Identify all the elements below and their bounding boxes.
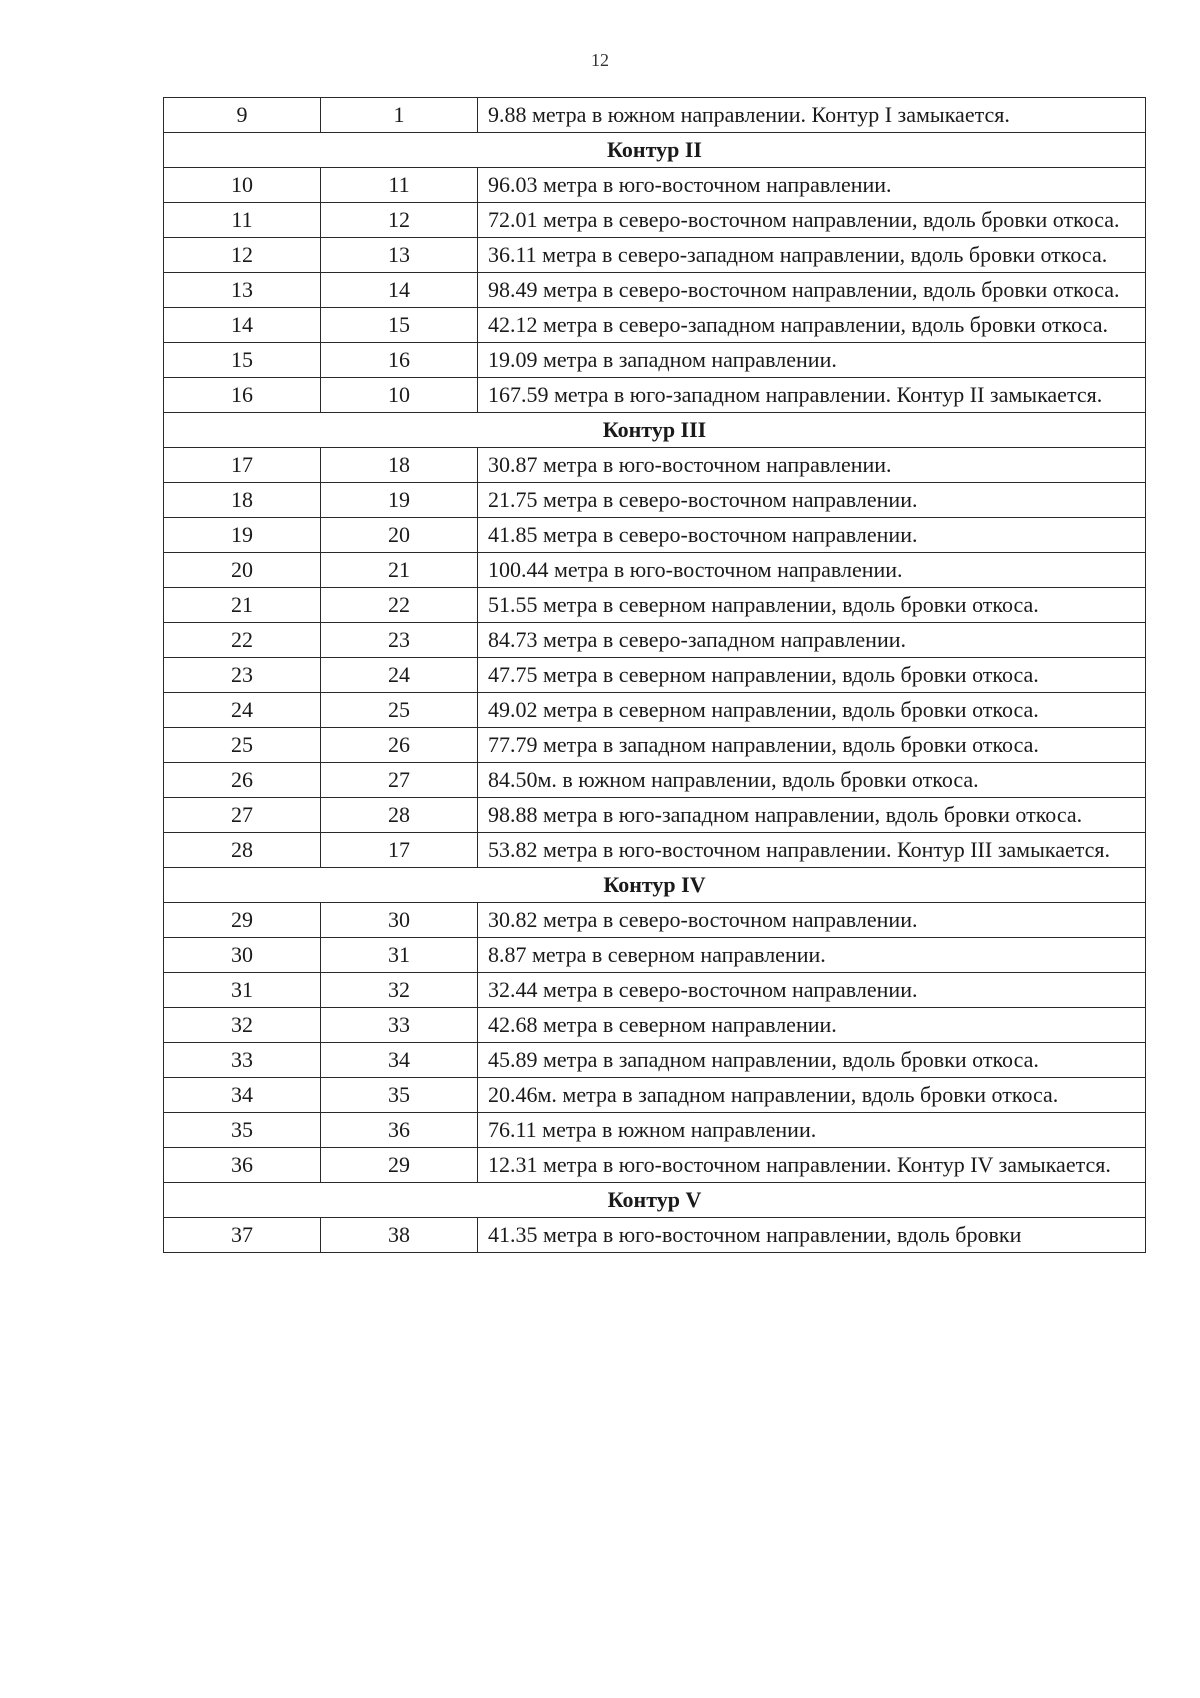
table-row bbox=[164, 1078, 1146, 1113]
point-from: 16 bbox=[164, 378, 321, 413]
table-row bbox=[164, 1218, 1146, 1253]
point-to: 30 bbox=[321, 903, 478, 938]
segment-description: 45.89 метра в западном направлении, вдоль бровки откоса. bbox=[478, 1043, 1146, 1078]
point-to: 11 bbox=[321, 168, 478, 203]
point-to: 23 bbox=[321, 623, 478, 658]
section-title: Контур III bbox=[164, 413, 1146, 448]
segment-description: 100.44 метра в юго-восточном направлении. bbox=[478, 553, 1146, 588]
table-row bbox=[164, 378, 1146, 413]
table-row bbox=[164, 623, 1146, 658]
segment-description: 51.55 метра в северном направлении, вдоль бровки откоса. bbox=[478, 588, 1146, 623]
segment-description: 98.88 метра в юго-западном направлении, вдоль бровки откоса. bbox=[478, 798, 1146, 833]
point-to: 1 bbox=[321, 98, 478, 133]
table-row bbox=[164, 588, 1146, 623]
table-row bbox=[164, 448, 1146, 483]
page-number: 12 bbox=[591, 50, 609, 70]
table-row bbox=[164, 98, 1146, 133]
segment-description: 98.49 метра в северо-восточном направлении, вдоль бровки откоса. bbox=[478, 273, 1146, 308]
point-from: 30 bbox=[164, 938, 321, 973]
section-header-row bbox=[164, 133, 1146, 168]
point-to: 33 bbox=[321, 1008, 478, 1043]
segment-description: 21.75 метра в северо-восточном направлении. bbox=[478, 483, 1146, 518]
point-to: 17 bbox=[321, 833, 478, 868]
segment-description: 167.59 метра в юго-западном направлении. Контур II замыкается. bbox=[478, 378, 1146, 413]
segment-description: 47.75 метра в северном направлении, вдоль бровки откоса. bbox=[478, 658, 1146, 693]
point-to: 21 bbox=[321, 553, 478, 588]
segment-description: 76.11 метра в южном направлении. bbox=[478, 1113, 1146, 1148]
table-row bbox=[164, 1148, 1146, 1183]
point-to: 22 bbox=[321, 588, 478, 623]
point-to: 12 bbox=[321, 203, 478, 238]
table-row bbox=[164, 658, 1146, 693]
point-from: 27 bbox=[164, 798, 321, 833]
point-to: 36 bbox=[321, 1113, 478, 1148]
table-row bbox=[164, 1008, 1146, 1043]
table-row bbox=[164, 973, 1146, 1008]
segment-description: 41.85 метра в северо-восточном направлении. bbox=[478, 518, 1146, 553]
table-row bbox=[164, 903, 1146, 938]
point-from: 32 bbox=[164, 1008, 321, 1043]
segment-description: 96.03 метра в юго-восточном направлении. bbox=[478, 168, 1146, 203]
point-from: 15 bbox=[164, 343, 321, 378]
section-title: Контур II bbox=[164, 133, 1146, 168]
point-to: 18 bbox=[321, 448, 478, 483]
point-from: 29 bbox=[164, 903, 321, 938]
segment-description: 49.02 метра в северном направлении, вдоль бровки откоса. bbox=[478, 693, 1146, 728]
table-row bbox=[164, 308, 1146, 343]
segment-description: 72.01 метра в северо-восточном направлении, вдоль бровки откоса. bbox=[478, 203, 1146, 238]
point-to: 15 bbox=[321, 308, 478, 343]
table-row bbox=[164, 1043, 1146, 1078]
segment-description: 32.44 метра в северо-восточном направлении. bbox=[478, 973, 1146, 1008]
point-to: 16 bbox=[321, 343, 478, 378]
point-from: 17 bbox=[164, 448, 321, 483]
table-row bbox=[164, 518, 1146, 553]
point-from: 36 bbox=[164, 1148, 321, 1183]
segment-description: 20.46м. метра в западном направлении, вдоль бровки откоса. bbox=[478, 1078, 1146, 1113]
point-to: 27 bbox=[321, 763, 478, 798]
point-from: 28 bbox=[164, 833, 321, 868]
point-to: 29 bbox=[321, 1148, 478, 1183]
point-from: 35 bbox=[164, 1113, 321, 1148]
table-body bbox=[164, 98, 1146, 1253]
point-from: 20 bbox=[164, 553, 321, 588]
segment-description: 12.31 метра в юго-восточном направлении. Контур IV замыкается. bbox=[478, 1148, 1146, 1183]
point-to: 14 bbox=[321, 273, 478, 308]
segment-description: 84.73 метра в северо-западном направлении. bbox=[478, 623, 1146, 658]
point-from: 37 bbox=[164, 1218, 321, 1253]
point-to: 26 bbox=[321, 728, 478, 763]
segment-description: 41.35 метра в юго-восточном направлении, вдоль бровки bbox=[478, 1218, 1146, 1253]
section-title: Контур V bbox=[164, 1183, 1146, 1218]
point-from: 25 bbox=[164, 728, 321, 763]
segment-description: 84.50м. в южном направлении, вдоль бровки откоса. bbox=[478, 763, 1146, 798]
table-row bbox=[164, 273, 1146, 308]
point-to: 19 bbox=[321, 483, 478, 518]
point-from: 21 bbox=[164, 588, 321, 623]
point-to: 31 bbox=[321, 938, 478, 973]
point-to: 28 bbox=[321, 798, 478, 833]
segment-description: 9.88 метра в южном направлении. Контур I замыкается. bbox=[478, 98, 1146, 133]
point-from: 11 bbox=[164, 203, 321, 238]
point-from: 23 bbox=[164, 658, 321, 693]
table-row bbox=[164, 203, 1146, 238]
table-row bbox=[164, 168, 1146, 203]
point-to: 10 bbox=[321, 378, 478, 413]
point-to: 34 bbox=[321, 1043, 478, 1078]
table-row bbox=[164, 798, 1146, 833]
point-to: 20 bbox=[321, 518, 478, 553]
boundary-description-table bbox=[163, 97, 1146, 1253]
point-to: 38 bbox=[321, 1218, 478, 1253]
table-row bbox=[164, 728, 1146, 763]
section-header-row bbox=[164, 413, 1146, 448]
point-to: 24 bbox=[321, 658, 478, 693]
table-row bbox=[164, 1113, 1146, 1148]
point-from: 19 bbox=[164, 518, 321, 553]
segment-description: 36.11 метра в северо-западном направлении, вдоль бровки откоса. bbox=[478, 238, 1146, 273]
point-from: 13 bbox=[164, 273, 321, 308]
segment-description: 53.82 метра в юго-восточном направлении. Контур III замыкается. bbox=[478, 833, 1146, 868]
segment-description: 42.12 метра в северо-западном направлении, вдоль бровки откоса. bbox=[478, 308, 1146, 343]
table-row bbox=[164, 938, 1146, 973]
point-from: 12 bbox=[164, 238, 321, 273]
point-from: 14 bbox=[164, 308, 321, 343]
segment-description: 8.87 метра в северном направлении. bbox=[478, 938, 1146, 973]
point-from: 18 bbox=[164, 483, 321, 518]
segment-description: 77.79 метра в западном направлении, вдоль бровки откоса. bbox=[478, 728, 1146, 763]
segment-description: 42.68 метра в северном направлении. bbox=[478, 1008, 1146, 1043]
section-title: Контур IV bbox=[164, 868, 1146, 903]
table-row bbox=[164, 343, 1146, 378]
point-to: 35 bbox=[321, 1078, 478, 1113]
point-from: 10 bbox=[164, 168, 321, 203]
table-row bbox=[164, 693, 1146, 728]
table-row bbox=[164, 483, 1146, 518]
point-to: 25 bbox=[321, 693, 478, 728]
point-to: 32 bbox=[321, 973, 478, 1008]
point-from: 22 bbox=[164, 623, 321, 658]
section-header-row bbox=[164, 868, 1146, 903]
point-from: 34 bbox=[164, 1078, 321, 1113]
segment-description: 30.87 метра в юго-восточном направлении. bbox=[478, 448, 1146, 483]
table-row bbox=[164, 833, 1146, 868]
table-row bbox=[164, 553, 1146, 588]
point-from: 24 bbox=[164, 693, 321, 728]
point-from: 26 bbox=[164, 763, 321, 798]
segment-description: 30.82 метра в северо-восточном направлении. bbox=[478, 903, 1146, 938]
point-to: 13 bbox=[321, 238, 478, 273]
point-from: 9 bbox=[164, 98, 321, 133]
table-row bbox=[164, 238, 1146, 273]
segment-description: 19.09 метра в западном направлении. bbox=[478, 343, 1146, 378]
point-from: 31 bbox=[164, 973, 321, 1008]
table-row bbox=[164, 763, 1146, 798]
section-header-row bbox=[164, 1183, 1146, 1218]
point-from: 33 bbox=[164, 1043, 321, 1078]
